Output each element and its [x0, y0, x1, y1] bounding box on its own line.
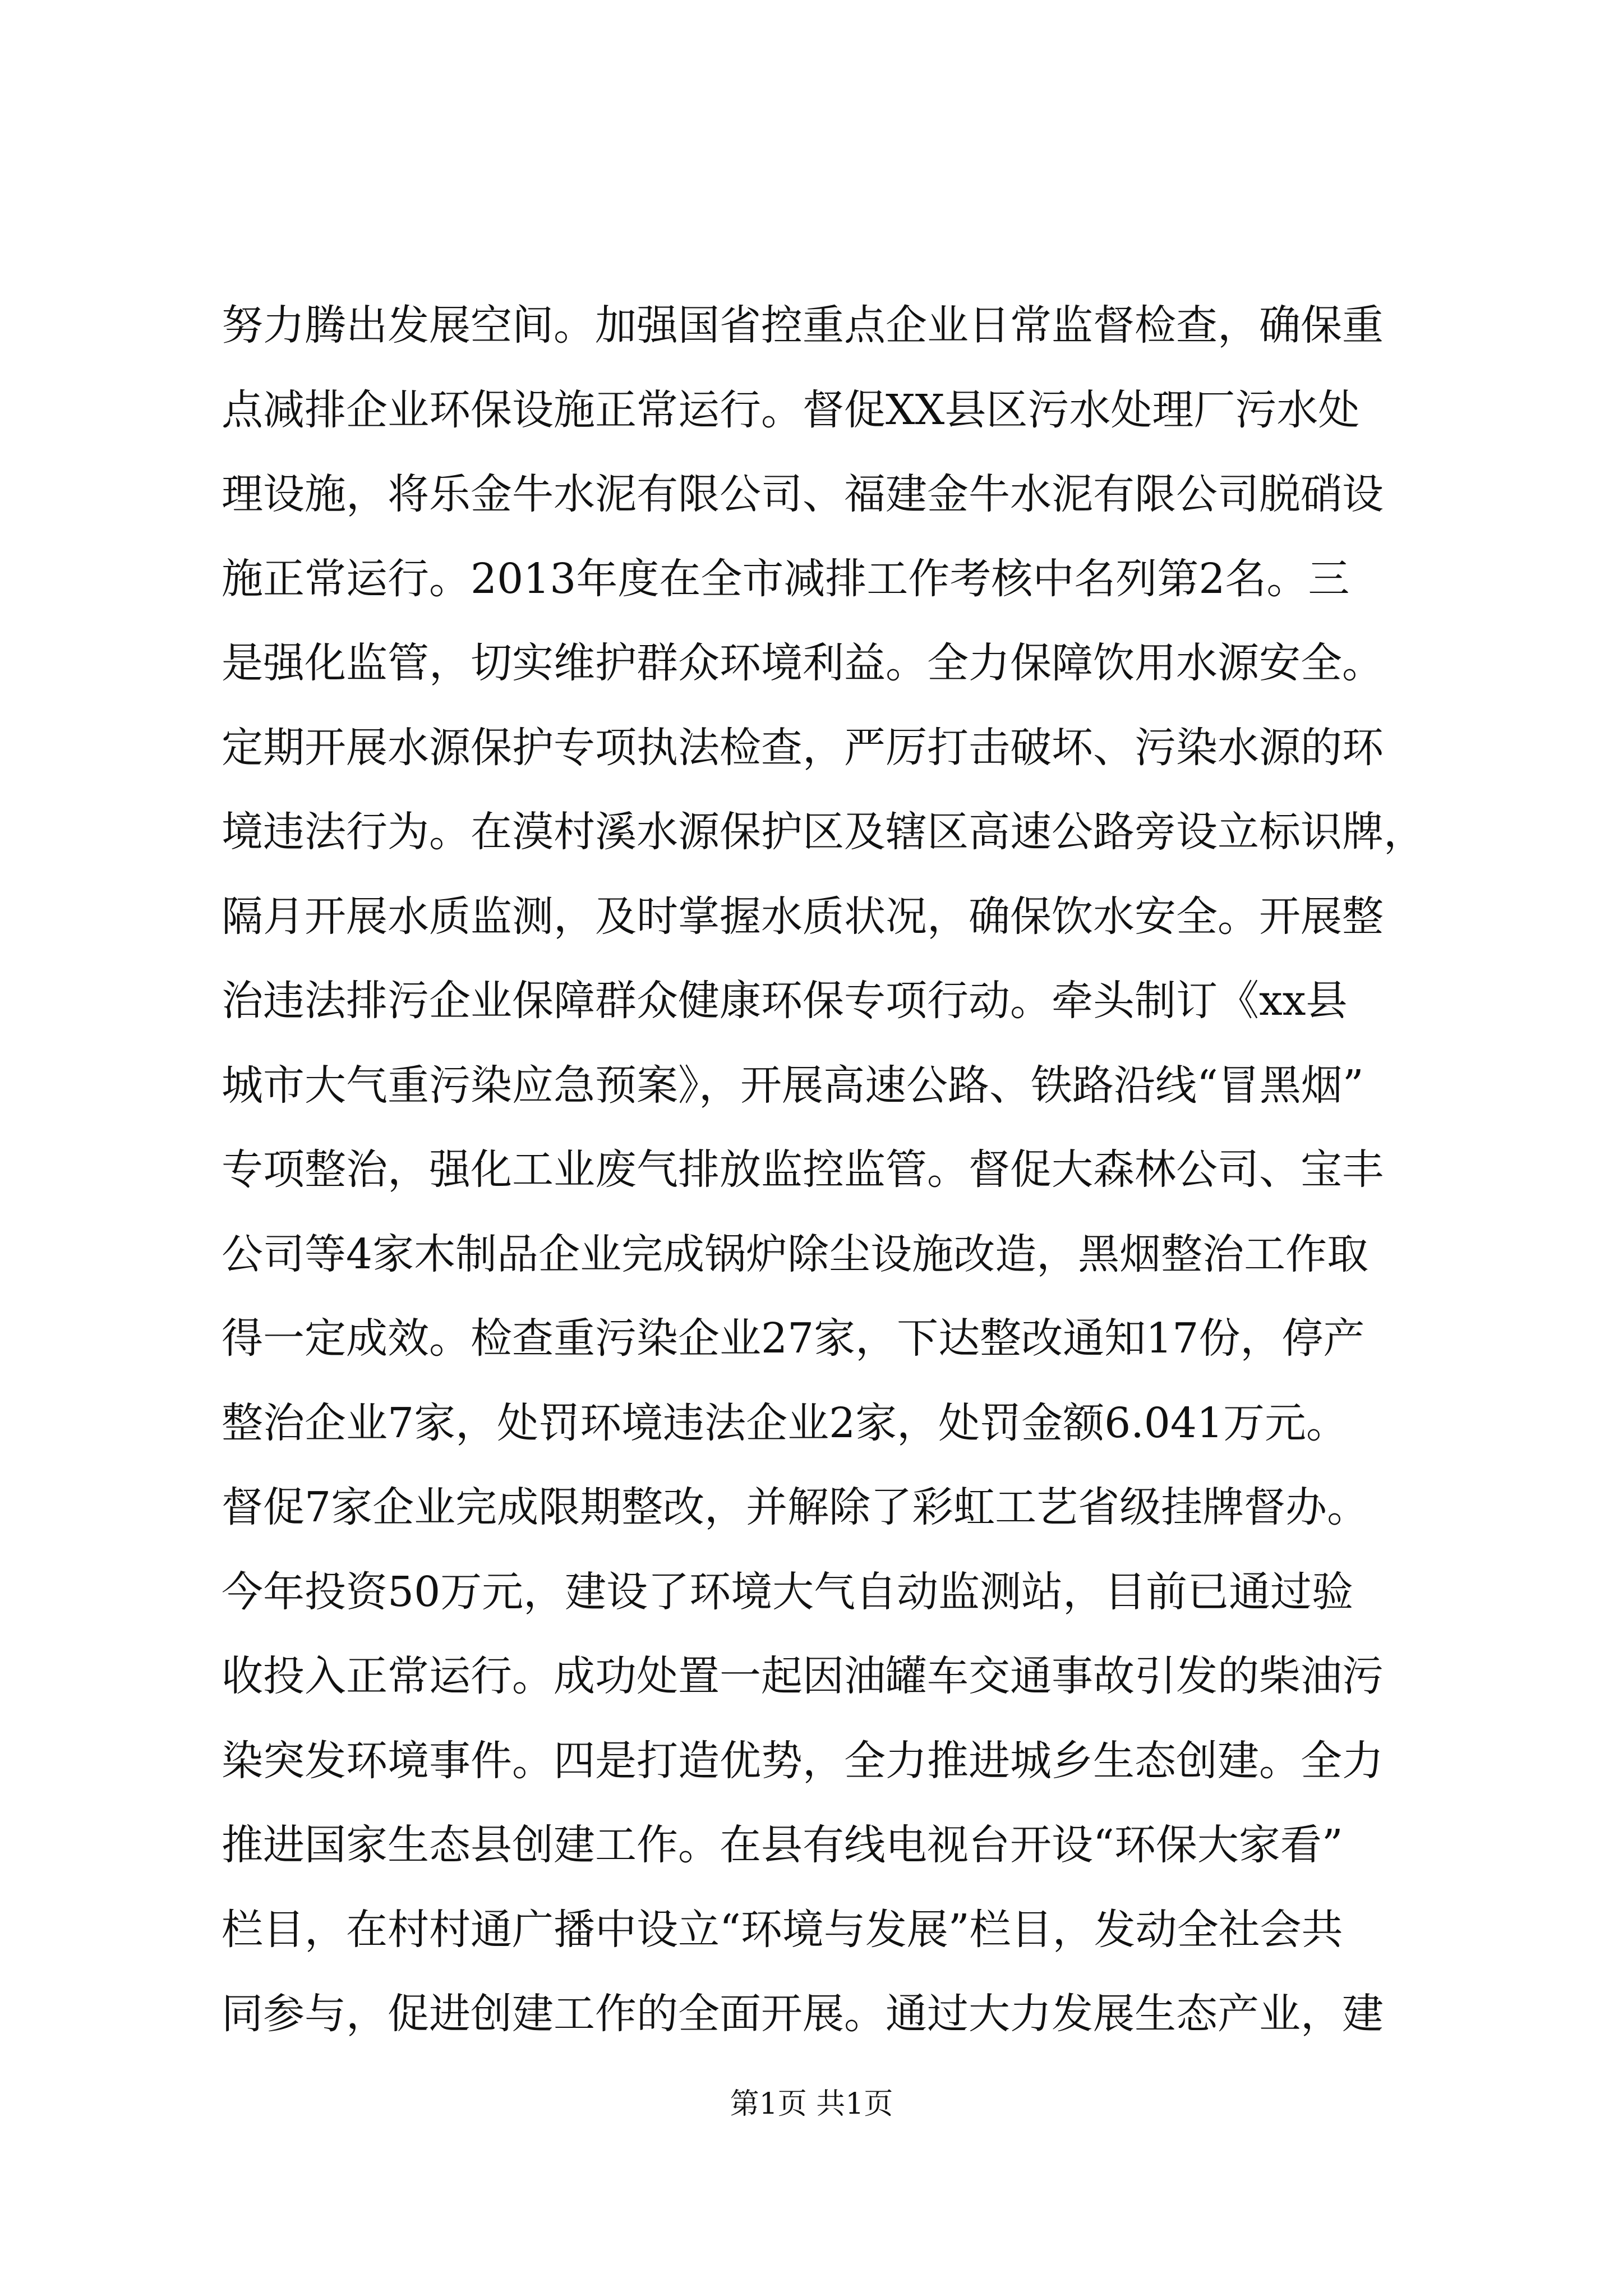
text-line: 督促7家企业完成限期整改，并解除了彩虹工艺省级挂牌督办。	[222, 1483, 1369, 1531]
text-line: 定期开展水源保护专项执法检查，严厉打击破坏、污染水源的环	[222, 723, 1384, 772]
text-line: 努力腾出发展空间。加强国省控重点企业日常监督检查，确保重	[222, 301, 1384, 349]
text-line: 收投入正常运行。成功处置一起因油罐车交通事故引发的柴油污	[222, 1652, 1384, 1700]
text-line: 栏目，在村村通广播中设立“环境与发展”栏目，发动全社会共	[222, 1905, 1343, 1954]
text-line: 点减排企业环保设施正常运行。督促XX县区污水处理厂污水处	[222, 385, 1360, 434]
text-line: 得一定成效。检查重污染企业27家，下达整改通知17份，停产	[222, 1314, 1365, 1363]
text-line: 施正常运行。2013年度在全市减排工作考核中名列第2名。三	[222, 554, 1350, 603]
text-line: 境违法行为。在漠村溪水源保护区及辖区高速公路旁设立标识牌，	[222, 808, 1425, 856]
text-line: 整治企业7家，处罚环境违法企业2家，处罚金额6.041万元。	[222, 1398, 1348, 1447]
text-line: 治违法排污企业保障群众健康环保专项行动。牵头制订《xx县	[222, 977, 1348, 1025]
body-text	[222, 283, 1425, 2056]
text-line: 理设施，将乐金牛水泥有限公司、福建金牛水泥有限公司脱硝设	[222, 470, 1384, 518]
text-line: 是强化监管，切实维护群众环境利益。全力保障饮用水源安全。	[222, 639, 1384, 687]
text-line: 公司等4家木制品企业完成锅炉除尘设施改造，黑烟整治工作取	[222, 1230, 1369, 1278]
text-line: 同参与，促进创建工作的全面开展。通过大力发展生态产业，建	[222, 1990, 1384, 2038]
page-footer: 第1页 共1页	[730, 2087, 893, 2121]
text-line: 隔月开展水质监测，及时掌握水质状况，确保饮水安全。开展整	[222, 892, 1384, 941]
text-line: 染突发环境事件。四是打造优势，全力推进城乡生态创建。全力	[222, 1736, 1384, 1785]
text-line: 推进国家生态县创建工作。在县有线电视台开设“环保大家看”	[222, 1821, 1343, 1869]
text-line: 专项整治，强化工业废气排放监控监管。督促大森林公司、宝丰	[222, 1145, 1384, 1194]
text-line: 今年投资50万元，建设了环境大气自动监测站，目前已通过验	[222, 1567, 1354, 1616]
text-line: 城市大气重污染应急预案》，开展高速公路、铁路沿线“冒黑烟”	[222, 1061, 1364, 1110]
